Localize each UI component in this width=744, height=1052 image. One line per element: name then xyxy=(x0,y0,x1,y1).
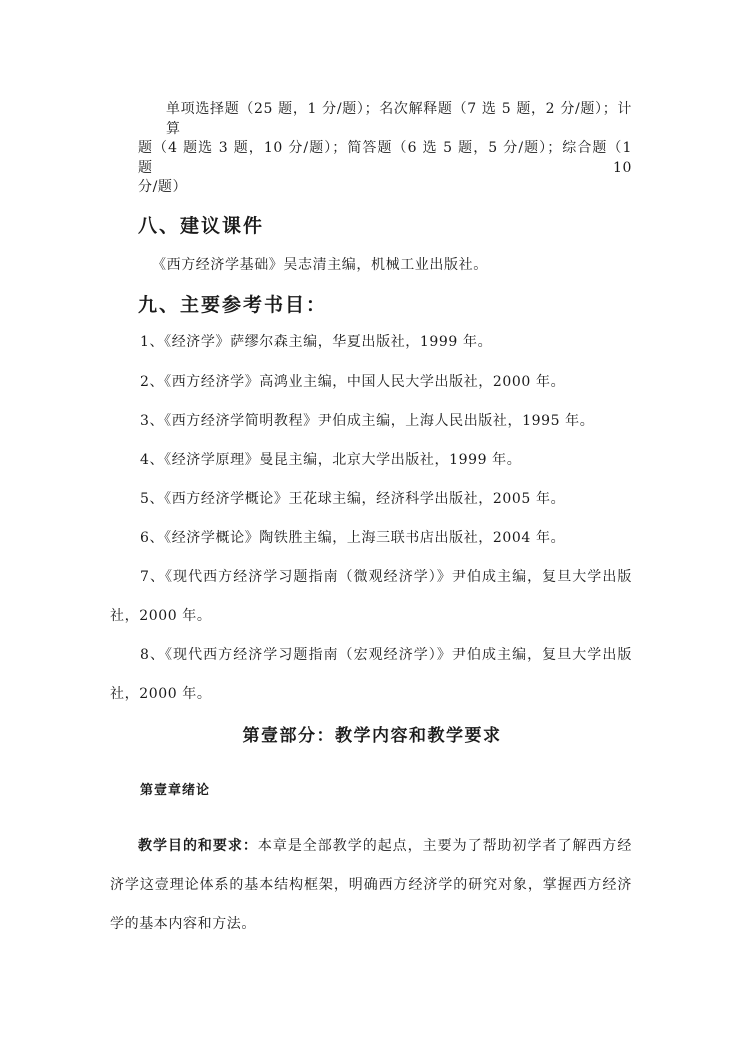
section-8-text: 《西方经济学基础》吴志清主编，机械工业出版社。 xyxy=(152,257,488,273)
reference-item-7-line-2: 社，2000 年。 xyxy=(110,608,212,624)
section-9-heading: 九、主要参考书目： xyxy=(138,294,328,316)
objective-line-3: 学的基本内容和方法。 xyxy=(110,916,256,932)
section-8-heading: 八、建议课件 xyxy=(138,215,265,237)
reference-item-5: 5、《西方经济学概论》王花球主编，经济科学出版社，2005 年。 xyxy=(140,491,566,507)
reference-item-1: 1、《经济学》萨缪尔森主编，华夏出版社，1999 年。 xyxy=(140,334,493,350)
reference-item-8-line-2: 社，2000 年。 xyxy=(110,686,212,702)
part-title: 第壹部分：教学内容和教学要求 xyxy=(242,726,502,746)
reference-item-6: 6、《经济学概论》陶铁胜主编，上海三联书店出版社，2004 年。 xyxy=(140,530,566,546)
objective-line-2: 济学这壹理论体系的基本结构框架，明确西方经济学的研究对象，掌握西方经济 xyxy=(110,877,632,893)
reference-item-7-line-1: 7、《现代西方经济学习题指南（微观经济学）》尹伯成主编，复旦大学出版 xyxy=(140,569,632,585)
chapter-title: 第壹章绪论 xyxy=(140,783,211,798)
reference-item-3: 3、《西方经济学简明教程》尹伯成主编，上海人民出版社，1995 年。 xyxy=(140,413,595,429)
objective-line-1 xyxy=(138,835,632,855)
exam-format-line-1: 单项选择题（25 题，1 分/题）；名次解释题（7 选 5 题，2 分/题）；计算 xyxy=(166,101,632,137)
reference-item-8-line-1: 8、《现代西方经济学习题指南（宏观经济学）》尹伯成主编，复旦大学出版 xyxy=(140,647,632,663)
objective-text-1: 本章是全部教学的起点，主要为了帮助初学者了解西方经 xyxy=(257,838,632,854)
reference-item-4: 4、《经济学原理》曼昆主编，北京大学出版社，1999 年。 xyxy=(140,452,522,468)
exam-format-line-3: 分/题） xyxy=(138,179,188,195)
objective-label: 教学目的和要求： xyxy=(138,838,258,854)
reference-item-2: 2、《西方经济学》高鸿业主编，中国人民大学出版社，2000 年。 xyxy=(140,374,566,390)
exam-format-line-2: 题（4 题选 3 题，10 分/题）；简答题（6 选 5 题，5 分/题）；综合题（1 题 10 xyxy=(138,140,632,176)
